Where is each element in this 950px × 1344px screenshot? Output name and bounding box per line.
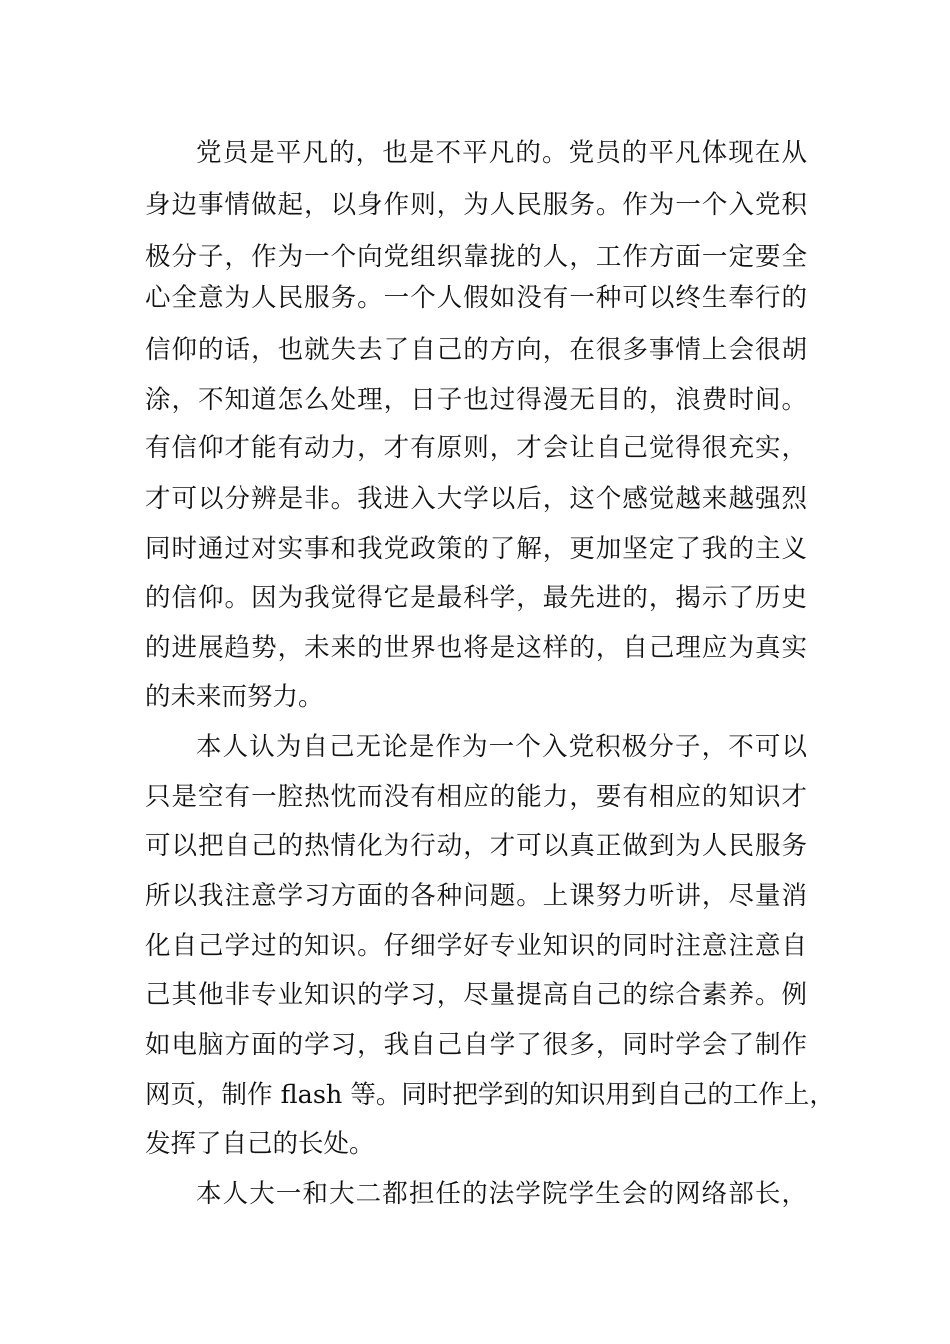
text-line: 网页，制作 flash 等。同时把学到的知识用到自己的工作上，: [145, 1080, 835, 1110]
text-line: 的未来而努力。: [145, 682, 324, 712]
text-line: 的信仰。因为我觉得它是最科学，最先进的，揭示了历史: [145, 583, 807, 613]
text-line: 身边事情做起，以身作则，为人民服务。作为一个入党积: [145, 190, 807, 220]
text-line: 所以我注意学习方面的各种问题。上课努力听讲，尽量消: [145, 881, 807, 911]
text-line: 有信仰才能有动力，才有原则，才会让自己觉得很充实，: [145, 433, 807, 463]
text-line: 心全意为人民服务。一个人假如没有一种可以终生奉行的: [145, 283, 807, 313]
text-line: 党员是平凡的，也是不平凡的。党员的平凡体现在从: [196, 138, 807, 168]
text-line: 的进展趋势，未来的世界也将是这样的，自己理应为真实: [145, 633, 807, 663]
text-line: 只是空有一腔热忱而没有相应的能力，要有相应的知识才: [145, 782, 807, 812]
text-line: 发挥了自己的长处。: [145, 1129, 375, 1159]
text-line: 信仰的话，也就失去了自己的方向，在很多事情上会很胡: [145, 335, 807, 365]
text-line: 涂，不知道怎么处理，日子也过得漫无目的，浪费时间。: [145, 385, 807, 415]
text-line: 本人认为自己无论是作为一个入党积极分子，不可以: [196, 732, 807, 762]
text-line: 化自己学过的知识。仔细学好专业知识的同时注意注意自: [145, 931, 807, 961]
text-line: 己其他非专业知识的学习，尽量提高自己的综合素养。例: [145, 980, 807, 1010]
text-line: 才可以分辨是非。我进入大学以后，这个感觉越来越强烈: [145, 484, 807, 514]
text-line: 极分子，作为一个向党组织靠拢的人，工作方面一定要全: [145, 242, 807, 272]
text-line: 可以把自己的热情化为行动，才可以真正做到为人民服务: [145, 831, 807, 861]
text-line: 本人大一和大二都担任的法学院学生会的网络部长，: [196, 1179, 807, 1209]
text-line: 如电脑方面的学习，我自己自学了很多，同时学会了制作: [145, 1030, 807, 1060]
text-line: 同时通过对实事和我党政策的了解，更加坚定了我的主义: [145, 534, 807, 564]
